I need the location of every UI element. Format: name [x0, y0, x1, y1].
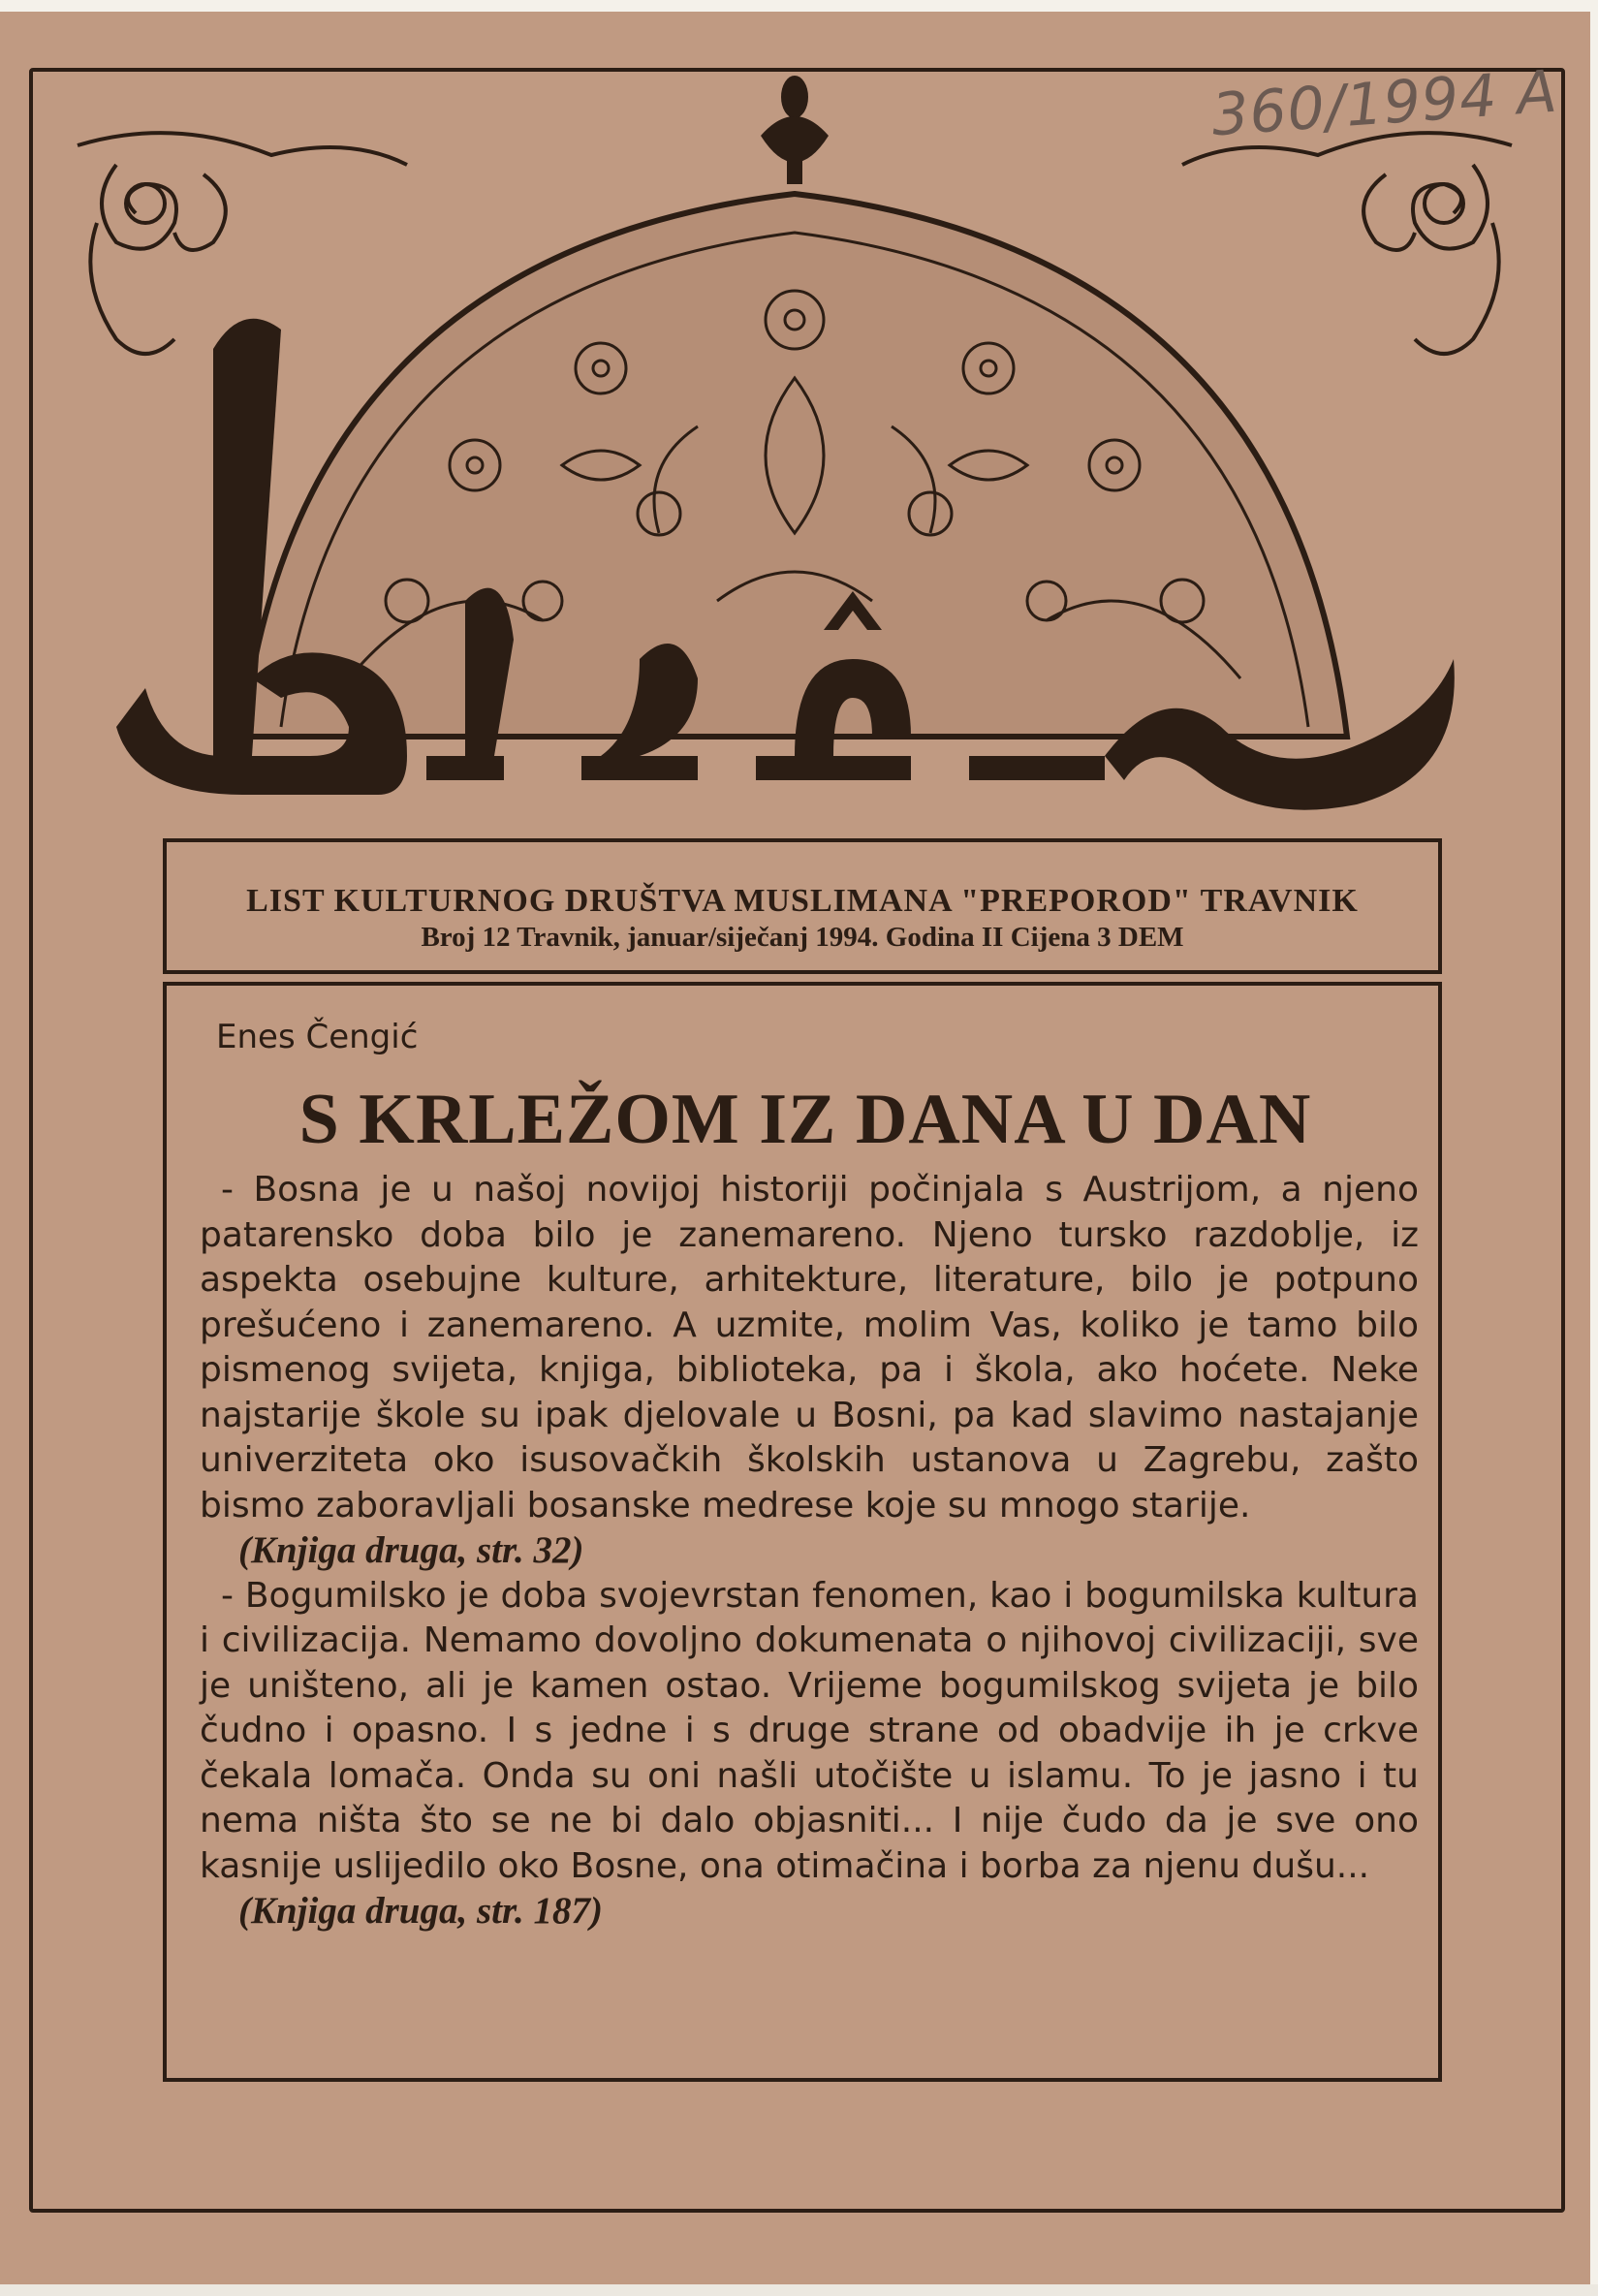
archive-number: 360/1994 A — [1208, 57, 1560, 150]
dome-finial — [761, 76, 829, 184]
issue-info-line: Broj 12 Travnik, januar/siječanj 1994. Godina II Cijena 3 DEM — [421, 922, 1184, 953]
page-bottom-edge — [0, 2284, 1598, 2296]
article-headline: S KRLEŽOM IZ DANA U DAN — [298, 1080, 1312, 1159]
publisher-line: LIST KULTURNOG DRUŠTVA MUSLIMANA "PREPOROD" TRAVNIK — [246, 883, 1359, 919]
divan-calligraphy-logo — [58, 58, 1531, 833]
right-corner-ornament — [1182, 133, 1512, 354]
article-paragraph: - Bogumilsko je doba svojevrstan fenomen, kao i bogumilska kultura i civilizacija. Nemamo dovoljno dokumenata o njihovoj civilizaciji, sve je uništeno, ali je kamen ostao. Vrijeme bogumilskog svijeta je bilo čudno i opasno. I s jedne i s druge strane od obadvije ih je crkve čekala lomača. Onda su oni našli utočište u islamu. To je jasno i tu nema ništa što se ne bi dalo objasniti... I nije čudo da je sve ono kasnije uslijedilo oko Bosne, ona otimačina i borba za njenu dušu... — [200, 1575, 1419, 1886]
article-citation: (Knjiga druga, str. 32) — [238, 1529, 584, 1571]
ornamental-dome — [242, 194, 1347, 737]
page-top-edge — [0, 0, 1598, 12]
page-right-edge — [1590, 0, 1598, 2296]
article-citation: (Knjiga druga, str. 187) — [238, 1890, 604, 1932]
article-paragraph: - Bosna je u našoj novijoj historiji počinjala s Austrijom, a njeno patarensko doba bilo je zanemareno. Njeno tursko razdoblje, iz aspekta osebujne kulture, arhitekture, literature, bilo je potpuno prešućeno i zanemareno. A uzmite, molim Vas, koliko je tamo bilo pismenog svijeta, knjiga, biblioteka, pa i škola, ako hoćete. Neke najstarije škole su ipak djelovale u Bosni, pa kad slavimo nastajanje univerziteta oko isusovačkih školskih ustanova u Zagrebu, zašto bismo zaboravljali bosanske medrese koje su mnogo starije. — [200, 1170, 1419, 1525]
publication-info-box — [163, 838, 1442, 974]
masthead-logo — [58, 58, 1531, 833]
article-body — [200, 1168, 1419, 1934]
article-author: Enes Čengić — [216, 1018, 419, 1056]
